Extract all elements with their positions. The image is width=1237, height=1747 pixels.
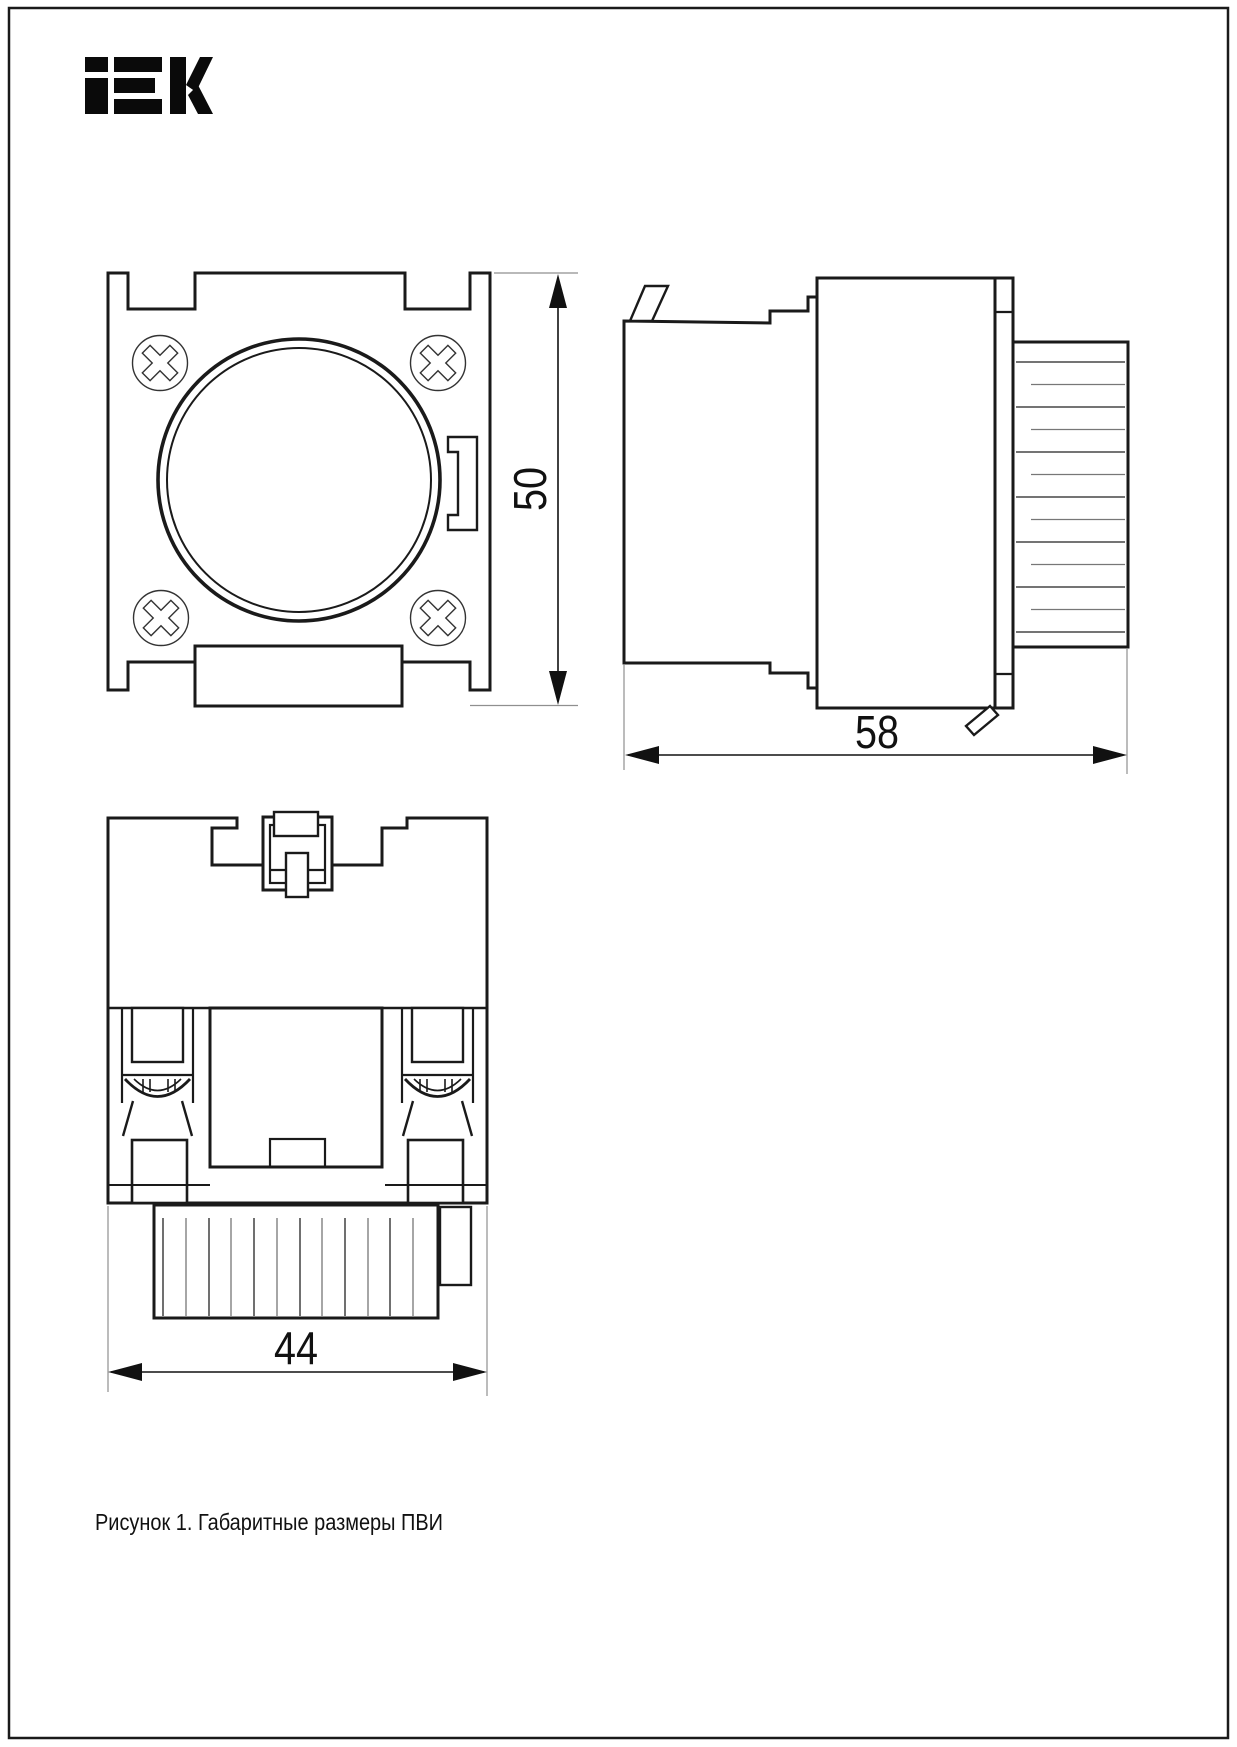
clip-plunger: [286, 853, 308, 897]
iek-logo: [85, 57, 213, 114]
side-body: [817, 278, 995, 708]
side-release-lever: [966, 706, 998, 735]
front-view-drawing: [108, 273, 490, 706]
side-plate-profile: [624, 297, 817, 688]
button-inner-circle: [167, 348, 431, 612]
logo-k-stem: [170, 57, 186, 114]
side-rear-column: [995, 278, 1013, 708]
arrowhead-left: [108, 1363, 142, 1381]
logo-e-mid-bar: [114, 78, 155, 93]
clip-tongue: [274, 812, 318, 836]
terminal-opening: [132, 1008, 183, 1062]
arrowhead-right: [1093, 746, 1127, 764]
bottom-view-drawing: [108, 812, 487, 1318]
logo-k-upper-arm: [186, 57, 213, 92]
logo-k-lower-arm: [188, 85, 213, 114]
arrowhead-right: [453, 1363, 487, 1381]
central-chamber: [210, 1008, 382, 1167]
screw-bottom-right: [410, 590, 465, 645]
bottom-side-tab: [440, 1207, 471, 1285]
terminal-block: [132, 1140, 187, 1203]
dimension-label-58: 58: [855, 706, 899, 758]
screw-top-right: [410, 335, 465, 390]
screw-bottom-left: [133, 590, 188, 645]
logo-e-top-bar: [114, 57, 162, 72]
arrowhead-up: [549, 274, 567, 308]
din-clip-assembly: [263, 812, 332, 897]
terminal-block: [408, 1140, 463, 1203]
logo-e-bottom-bar: [114, 99, 162, 114]
logo-i-body: [85, 78, 108, 114]
bottom-ribbed-connector: [154, 1205, 438, 1318]
dimension-label-50: 50: [504, 459, 556, 511]
arrowhead-down: [549, 671, 567, 705]
side-top-latch-tab: [630, 286, 668, 321]
dimension-label-44: 44: [274, 1322, 318, 1374]
terminal-opening: [412, 1008, 463, 1062]
logo-i-dot: [85, 57, 108, 72]
screw-top-left: [132, 335, 187, 390]
side-ribbed-connector: [1013, 342, 1128, 647]
arrowhead-left: [625, 746, 659, 764]
front-bottom-protrusion: [195, 646, 402, 706]
side-view-drawing: [624, 278, 1128, 735]
figure-caption: Рисунок 1. Габаритные размеры ПВИ: [95, 1509, 443, 1535]
